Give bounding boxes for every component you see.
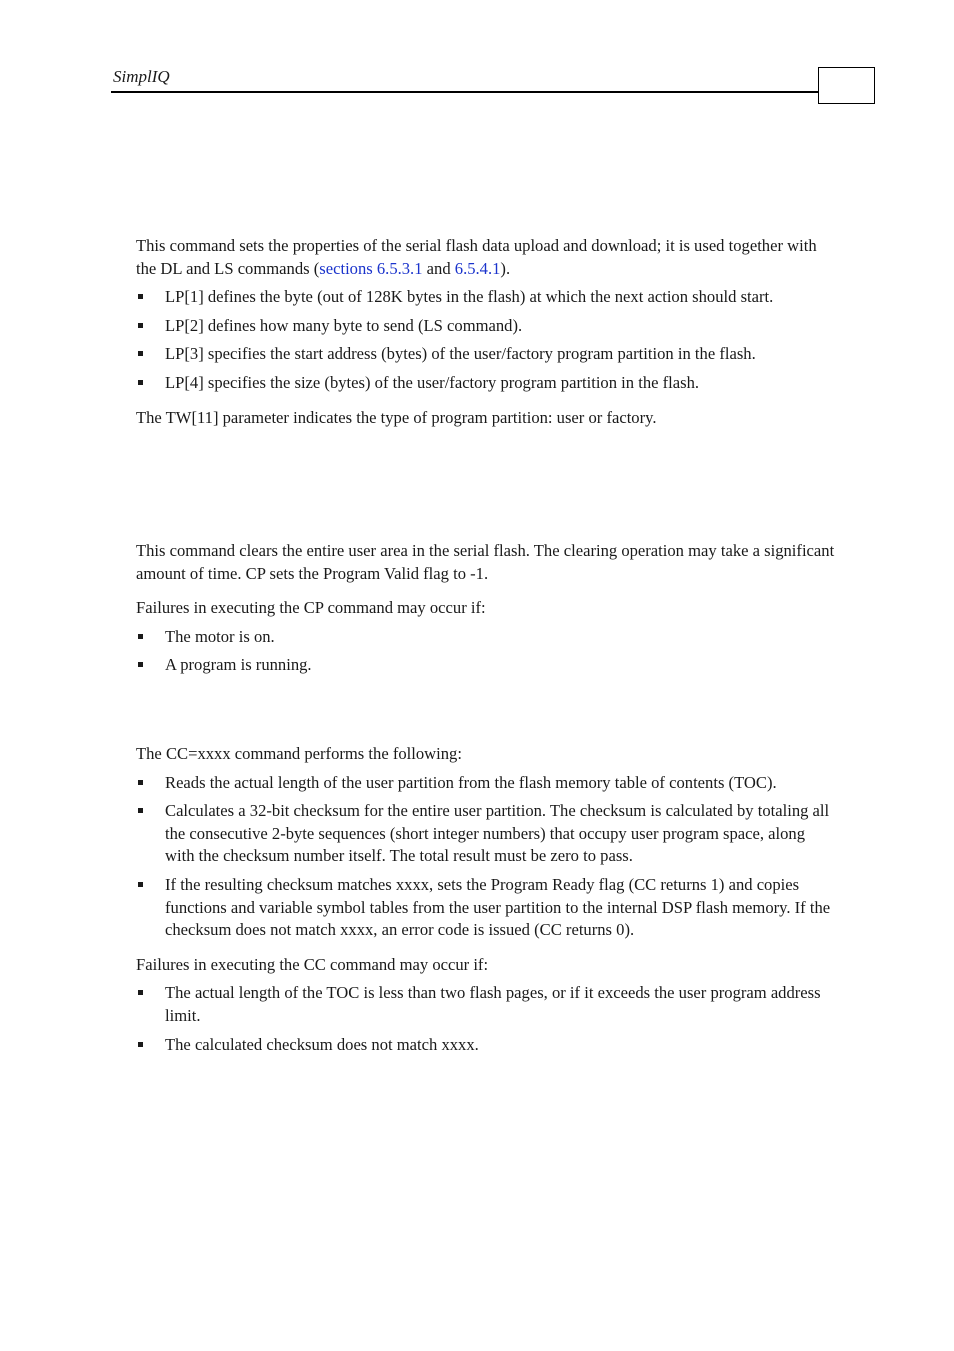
list-item: LP[4] specifies the size (bytes) of the user/factory program partition in the flash. bbox=[136, 372, 838, 395]
cc-section bbox=[136, 743, 838, 1056]
list-item: If the resulting checksum matches xxxx, sets the Program Ready flag (CC returns 1) and copies functions and variable symbol tables from the user partition to the internal DSP flash memory. If the checksum does not match xxxx, an error code is issued (CC returns 0). bbox=[136, 874, 838, 942]
cp-intro: This command clears the entire user area in the serial flash. The clearing operation may take a significant amount of time. CP sets the Program Valid flag to -1. bbox=[136, 541, 835, 583]
cp-section bbox=[136, 540, 838, 677]
list-item: The actual length of the TOC is less than two flash pages, or if it exceeds the user program address limit. bbox=[136, 982, 838, 1027]
lp-note: The TW[11] parameter indicates the type of program partition: user or factory. bbox=[136, 407, 657, 427]
list-item: The calculated checksum does not match xxxx. bbox=[136, 1034, 838, 1057]
list-item: A program is running. bbox=[136, 654, 838, 677]
lp-bullet-list bbox=[136, 286, 838, 394]
list-item: Reads the actual length of the user partition from the flash memory table of contents (TOC). bbox=[136, 772, 838, 795]
list-item: LP[3] specifies the start address (bytes) of the user/factory program partition in the flash. bbox=[136, 343, 838, 366]
list-item: LP[1] defines the byte (out of 128K bytes in the flash) at which the next action should start. bbox=[136, 286, 838, 309]
page-number-box bbox=[818, 67, 875, 104]
cc-step-list bbox=[136, 772, 838, 942]
cp-failure-list bbox=[136, 626, 838, 677]
cp-failures-intro: Failures in executing the CP command may occur if: bbox=[136, 598, 486, 618]
sections-link[interactable]: sections 6.5.3.1 bbox=[319, 258, 423, 278]
lp-section bbox=[136, 235, 838, 429]
cc-failures-intro: Failures in executing the CC command may occur if: bbox=[136, 954, 489, 974]
list-item: The motor is on. bbox=[136, 626, 838, 649]
lp-intro: This command sets the properties of the serial flash data upload and download; it is used together with the DL and LS commands (sections 6.5.3.1 and 6.5.4.1). bbox=[136, 236, 817, 278]
list-item: LP[2] defines how many byte to send (LS command). bbox=[136, 315, 838, 338]
running-header-title: SimplIQ bbox=[113, 67, 170, 86]
header-rule bbox=[111, 91, 819, 93]
section-link[interactable]: 6.5.4.1 bbox=[454, 258, 501, 278]
list-item: Calculates a 32-bit checksum for the entire user partition. The checksum is calculated by totaling all the consecutive 2-byte sequences (short integer numbers) that occupy user program space, along with the checksum number itself. The total result must be zero to pass. bbox=[136, 800, 838, 868]
cc-failure-list bbox=[136, 982, 838, 1056]
cc-intro: The CC=xxxx command performs the following: bbox=[136, 744, 462, 763]
